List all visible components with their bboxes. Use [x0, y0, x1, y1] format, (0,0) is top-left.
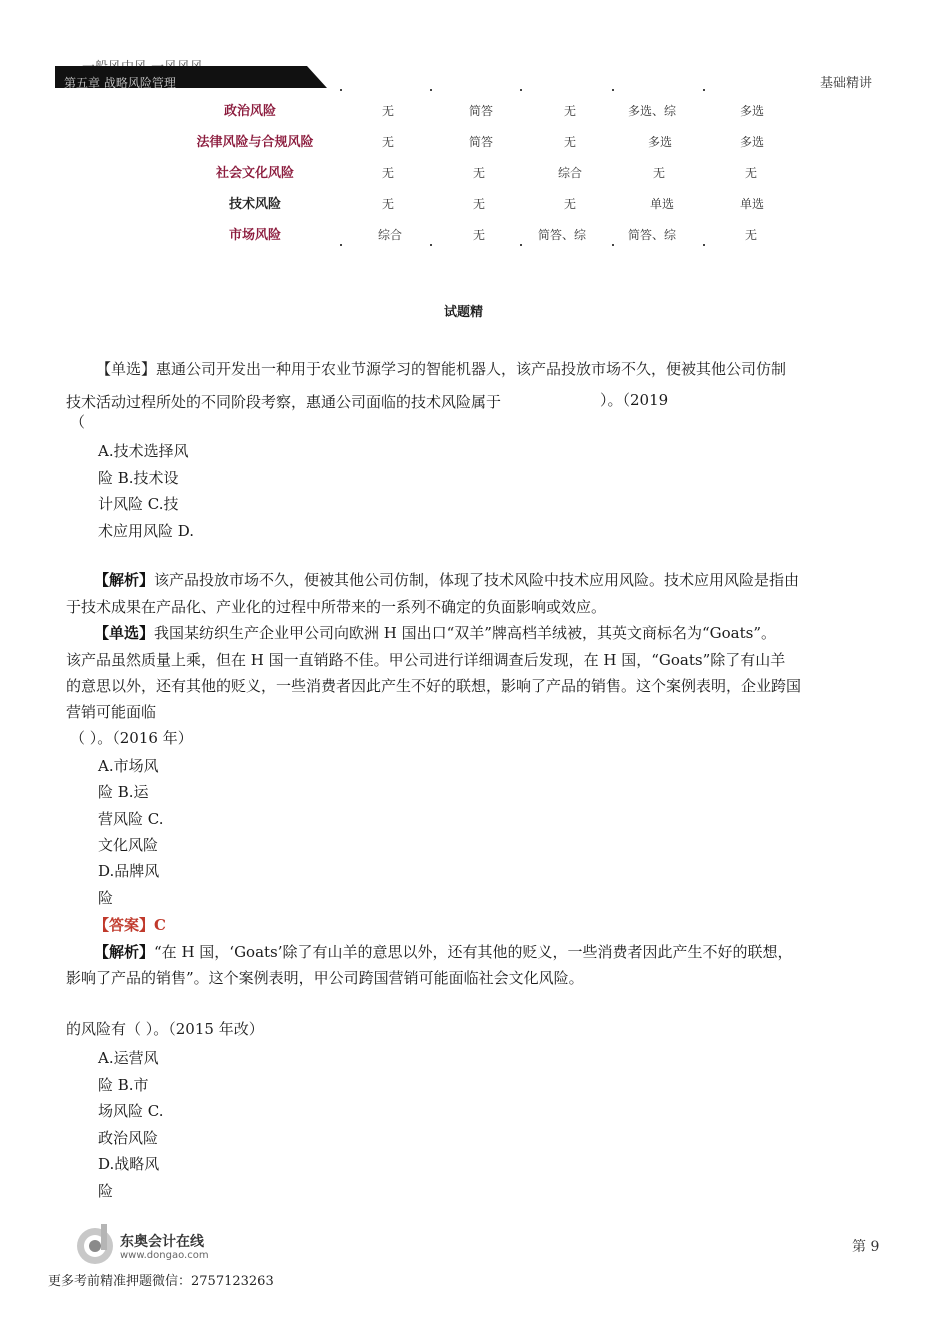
table-cell: 无: [473, 228, 486, 242]
row-label-market: 市场风险: [228, 228, 281, 243]
q1-stem: 技术活动过程所处的不同阶段考察，惠通公司面临的技术风险属于: [66, 393, 502, 411]
row-label-political: 政治风险: [223, 104, 276, 119]
table-cell: 简答: [469, 104, 494, 118]
table-cell: 多选: [740, 135, 765, 149]
separator-dot: [703, 89, 705, 91]
header-bar-text: [64, 74, 176, 82]
footer-note: 更多考前精准押题微信：2757123263: [48, 1274, 274, 1289]
q3-option-line: 政治风险: [98, 1129, 159, 1147]
separator-dot: [612, 244, 614, 246]
q1-option-line: 术应用风险 D.: [98, 522, 195, 540]
q1-paren: （: [70, 413, 86, 431]
table-cell: 无: [382, 135, 395, 149]
table-cell: 简答、综: [628, 228, 677, 242]
q2-stem-line3: 的意思以外，还有其他的贬义，一些消费者因此产生不好的联想，影响了产品的销售。这个案例表明，企业跨国: [66, 677, 802, 695]
table-cell: 无: [564, 197, 577, 211]
table-cell: 多选: [740, 104, 765, 118]
table-cell: 简答、综: [538, 228, 587, 242]
table-cell: 无: [745, 228, 758, 242]
dongao-logo-icon: [73, 1222, 117, 1266]
q1-option-line: A.技术选择风: [98, 442, 189, 460]
header-top-cut-text: [82, 58, 203, 67]
page-number: 第 9: [852, 1239, 880, 1255]
q2-stem-line5: （ ）。（2016 年）: [70, 729, 193, 747]
separator-dot: [520, 89, 522, 91]
q2-stem-line2: 该产品虽然质量上乘，但在 H 国一直销路不佳。甲公司进行详细调查后发现，在 H 国，“Goats”除了有山羊: [66, 651, 786, 669]
q2-analysis-text: “在 H 国，‘Goats’除了有山羊的意思以外，还有其他的贬义，一些消费者因此产生不好的联想，: [154, 943, 793, 961]
table-cell: 综合: [558, 166, 583, 180]
separator-dot: [612, 89, 614, 91]
q2-stem-text: 我国某纺织生产企业甲公司向欧洲 H 国出口“双羊”牌高档羊绒被，其英文商标名为“Goats”。: [154, 624, 776, 642]
q2-option-line: D.品牌风: [98, 862, 160, 880]
q2-analysis-tag: 【解析】: [94, 943, 155, 961]
table-cell: 无: [564, 104, 577, 118]
table-cell: 多选: [648, 135, 673, 149]
separator-dot: [520, 244, 522, 246]
separator-dot: [703, 244, 705, 246]
section-title: 试题精: [444, 305, 484, 320]
table-cell: 无: [745, 166, 758, 180]
separator-dot: [430, 89, 432, 91]
q3-option-line: A.运营风: [98, 1049, 159, 1067]
q2-answer-value: C: [154, 916, 166, 934]
separator-dot: [340, 244, 342, 246]
logo-brand-name: 东奥会计在线: [120, 1234, 204, 1250]
q2-option-line: 险 B.运: [98, 783, 149, 801]
q2-answer-line: [94, 915, 166, 935]
q1-option-line: 计风险 C.技: [98, 495, 179, 513]
table-cell: 简答: [469, 135, 494, 149]
q2-option-line: 营风险 C.: [98, 810, 164, 828]
table-cell: 无: [382, 166, 395, 180]
q1-analysis-tag: 【解析】: [94, 571, 155, 589]
row-label-social: 社会文化风险: [215, 166, 294, 181]
table-cell: 无: [653, 166, 666, 180]
table-cell: 多选、综: [628, 104, 677, 118]
separator-dot: [430, 244, 432, 246]
q2-answer-tag: 【答案】: [94, 916, 155, 934]
q3-option-line: 险 B.市: [98, 1076, 149, 1094]
q2-option-line: 险: [98, 889, 114, 907]
row-label-tech: 技术风险: [228, 197, 281, 212]
q1-option-line: 险 B.技术设: [98, 469, 179, 487]
q2-option-line: 文化风险: [98, 836, 159, 854]
q1-analysis-text: 该产品投放市场不久，便被其他公司仿制，体现了技术风险中技术应用风险。技术应用风险是指由: [154, 571, 800, 589]
q1-stem-tail: ）。（2019: [600, 391, 669, 409]
q3-option-line: D.战略风: [98, 1155, 160, 1173]
table-cell: 综合: [378, 228, 403, 242]
q3-option-line: 险: [98, 1182, 114, 1200]
q2-analysis-line2: 影响了产品的销售”。这个案例表明，甲公司跨国营销可能面临社会文化风险。: [66, 969, 584, 987]
logo-url: www.dongao.com: [120, 1250, 209, 1261]
row-label-legal: 法律风险与合规风险: [196, 135, 314, 150]
table-cell: 无: [382, 197, 395, 211]
q2-stem-line4: 营销可能面临: [66, 703, 157, 721]
q1-analysis-line2: 于技术成果在产品化、产业化的过程中所带来的一系列不确定的负面影响或效应。: [66, 598, 607, 616]
q3-cut-line: 的风险有（ ）。（2015 年改）: [66, 1020, 264, 1038]
q2-option-line: A.市场风: [98, 757, 159, 775]
q2-tag: 【单选】: [94, 624, 155, 642]
header-right-text: 基础精讲: [820, 76, 873, 91]
q3-option-line: 场风险 C.: [98, 1102, 164, 1120]
q1-cut-line: 【单选】惠通公司开发出一种用于农业节源学习的智能机器人，该产品投放市场不久，便被其他公司仿制: [96, 360, 787, 378]
q1-analysis-line: [94, 570, 799, 590]
table-cell: 无: [473, 166, 486, 180]
table-cell: 无: [382, 104, 395, 118]
separator-dot: [340, 89, 342, 91]
q2-stem-line1: [94, 623, 776, 643]
table-cell: 单选: [740, 197, 765, 211]
q2-analysis-line: [94, 942, 793, 962]
table-cell: 无: [564, 135, 577, 149]
table-cell: 无: [473, 197, 486, 211]
table-cell: 单选: [650, 197, 675, 211]
